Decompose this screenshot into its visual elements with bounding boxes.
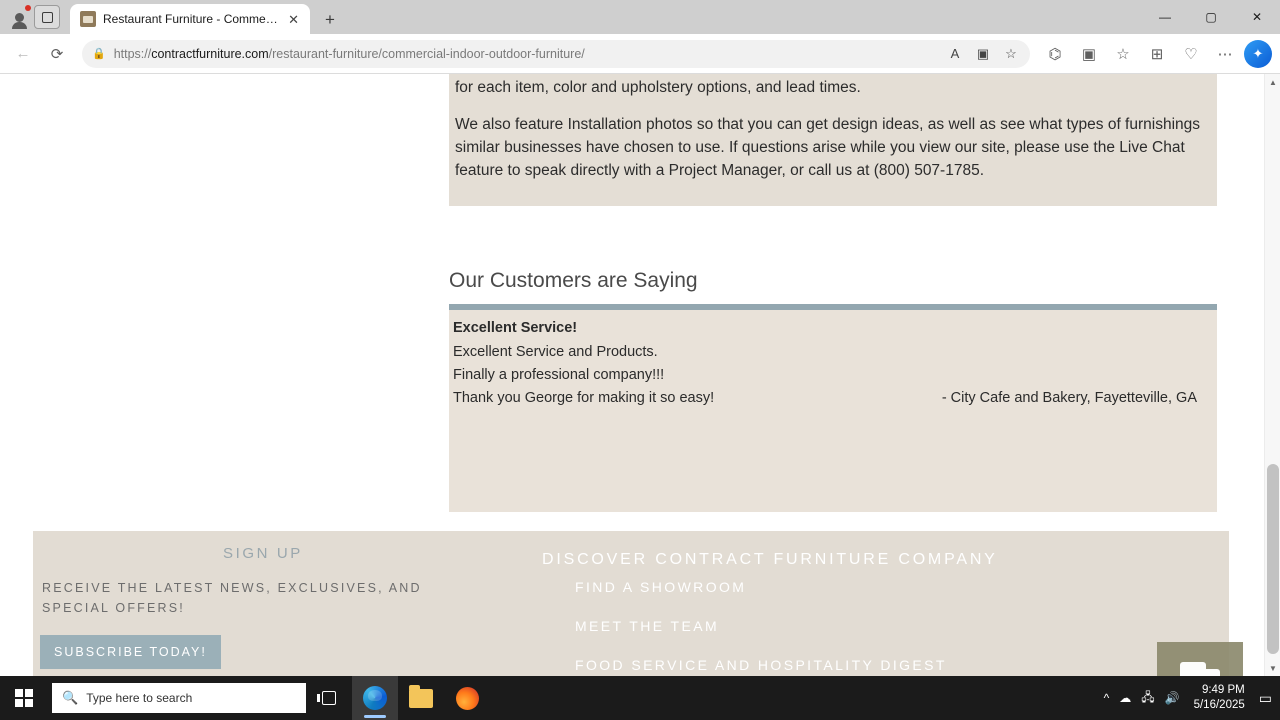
footer-link-food-service-digest[interactable]: FOOD SERVICE AND HOSPITALITY DIGEST: [575, 657, 947, 673]
taskbar-app-microsoft-edge[interactable]: [352, 676, 398, 720]
live-chat-widget[interactable]: [1157, 642, 1243, 676]
network-icon[interactable]: 🖧: [1141, 689, 1155, 704]
browser-toolbar: [0, 34, 1280, 74]
search-placeholder: Type here to search: [86, 691, 193, 705]
footer-link-find-a-showroom[interactable]: FIND A SHOWROOM: [575, 579, 747, 595]
testimonial-line-1: Excellent Service and Products.: [453, 344, 658, 360]
close-window-button[interactable]: ✕: [1251, 10, 1263, 24]
favorite-icon[interactable]: ☆: [1005, 45, 1017, 61]
task-view-button[interactable]: [306, 676, 352, 720]
subscribe-today-button[interactable]: SUBSCRIBE TODAY!: [40, 635, 221, 669]
read-aloud-icon[interactable]: A: [950, 46, 960, 61]
testimonial-card: [449, 304, 1217, 512]
scroll-down-icon[interactable]: ▼: [1269, 663, 1277, 673]
testimonial-heading: Excellent Service!: [453, 320, 578, 336]
windows-logo-icon: [15, 689, 33, 707]
site-info-icon[interactable]: 🔒: [92, 48, 106, 60]
testimonial-line-2: Finally a professional company!!!: [453, 367, 665, 383]
footer-link-meet-the-team[interactable]: MEET THE TEAM: [575, 618, 719, 634]
edge-icon: [363, 686, 387, 710]
collections-icon[interactable]: ⊞: [1150, 45, 1164, 63]
page-viewport: [0, 74, 1280, 676]
favorites-bar-icon[interactable]: ☆: [1116, 45, 1130, 63]
testimonial-line-3: Thank you George for making it so easy!: [453, 390, 715, 406]
clock-time: 9:49 PM: [1201, 684, 1245, 696]
task-view-icon: [322, 691, 336, 705]
tabstrip-left-icons: [4, 0, 64, 34]
site-footer: [33, 531, 1229, 676]
split-screen-icon[interactable]: ▣: [976, 45, 990, 61]
taskbar-clock[interactable]: [1190, 683, 1249, 713]
intro-paragraph: We also feature Installation photos so that you can get design ideas, as well as see what types of furnishings similar businesses have chosen to use. If questions arise while you view our site, please use the Live Chat feature to speak directly with a Project Manager, or call us at (800) 507-1785.: [455, 116, 1201, 179]
intro-clipped-line: for each item, color and upholstery options, and lead times.: [455, 79, 861, 96]
profile-icon[interactable]: [8, 6, 30, 28]
notifications-icon[interactable]: ▭: [1258, 689, 1272, 706]
new-tab-button[interactable]: +: [325, 10, 335, 29]
tab-close-icon[interactable]: ✕: [288, 11, 299, 27]
scroll-up-icon[interactable]: ▲: [1269, 77, 1277, 87]
browser-tab[interactable]: [70, 4, 310, 34]
file-explorer-icon: [409, 689, 433, 708]
web-page: [0, 74, 1264, 676]
settings-and-more-icon[interactable]: ⋯: [1217, 45, 1233, 63]
tab-favicon-icon: [80, 11, 96, 27]
testimonial-author: - City Cafe and Bakery, Fayetteville, GA: [941, 390, 1197, 406]
minimize-button[interactable]: —: [1159, 10, 1171, 24]
address-bar[interactable]: [82, 40, 1030, 68]
intro-text-block: [449, 74, 1217, 206]
url-path: /restaurant-furniture/commercial-indoor-outdoor-furniture/: [268, 46, 585, 61]
copilot-icon[interactable]: ✦: [1244, 40, 1272, 68]
footer-discover-title: DISCOVER CONTRACT FURNITURE COMPANY: [542, 551, 998, 568]
scrollbar-thumb[interactable]: [1267, 464, 1279, 654]
taskbar-app-file-explorer[interactable]: [398, 676, 444, 720]
footer-signup-title: SIGN UP: [223, 545, 303, 562]
page-scrollbar[interactable]: [1264, 74, 1280, 676]
reload-icon[interactable]: ⟳: [50, 45, 64, 63]
split-screen-toolbar-icon[interactable]: ▣: [1081, 45, 1097, 63]
omnibox-actions: [942, 42, 1024, 66]
maximize-button[interactable]: ▢: [1205, 10, 1217, 24]
tab-title: Restaurant Furniture - Commerci: [103, 12, 279, 26]
search-icon: 🔍: [62, 690, 79, 705]
taskbar-search-input[interactable]: [52, 683, 306, 713]
onedrive-icon[interactable]: ☁: [1119, 691, 1132, 705]
tray-chevron-icon[interactable]: ^: [1103, 691, 1110, 705]
tab-actions-icon[interactable]: [34, 5, 60, 29]
system-tray: [1104, 683, 1280, 713]
active-app-indicator: [364, 715, 386, 718]
url-host: contractfurniture.com: [151, 46, 269, 61]
taskbar-app-firefox[interactable]: [444, 676, 490, 720]
clock-date: 5/16/2025: [1193, 699, 1245, 711]
footer-signup-text: RECEIVE THE LATEST NEWS, EXCLUSIVES, AND SPECIAL OFFERS!: [42, 581, 422, 615]
browser-essentials-icon[interactable]: ♡: [1184, 45, 1198, 63]
extensions-icon[interactable]: ⌬: [1048, 45, 1062, 63]
page-section-title: Our Customers are Saying: [449, 269, 698, 292]
volume-icon[interactable]: 🔊: [1164, 691, 1180, 705]
url-text: https://contractfurniture.com/restaurant-furniture/commercial-indoor-outdoor-furniture/: [113, 46, 585, 61]
firefox-icon: [456, 687, 479, 710]
windows-taskbar: [0, 676, 1280, 720]
window-controls: [1142, 0, 1280, 34]
tab-strip: [0, 0, 1280, 34]
back-icon[interactable]: ←: [15, 45, 31, 62]
start-button[interactable]: [0, 676, 48, 720]
chat-bubbles-icon: [1180, 662, 1220, 676]
